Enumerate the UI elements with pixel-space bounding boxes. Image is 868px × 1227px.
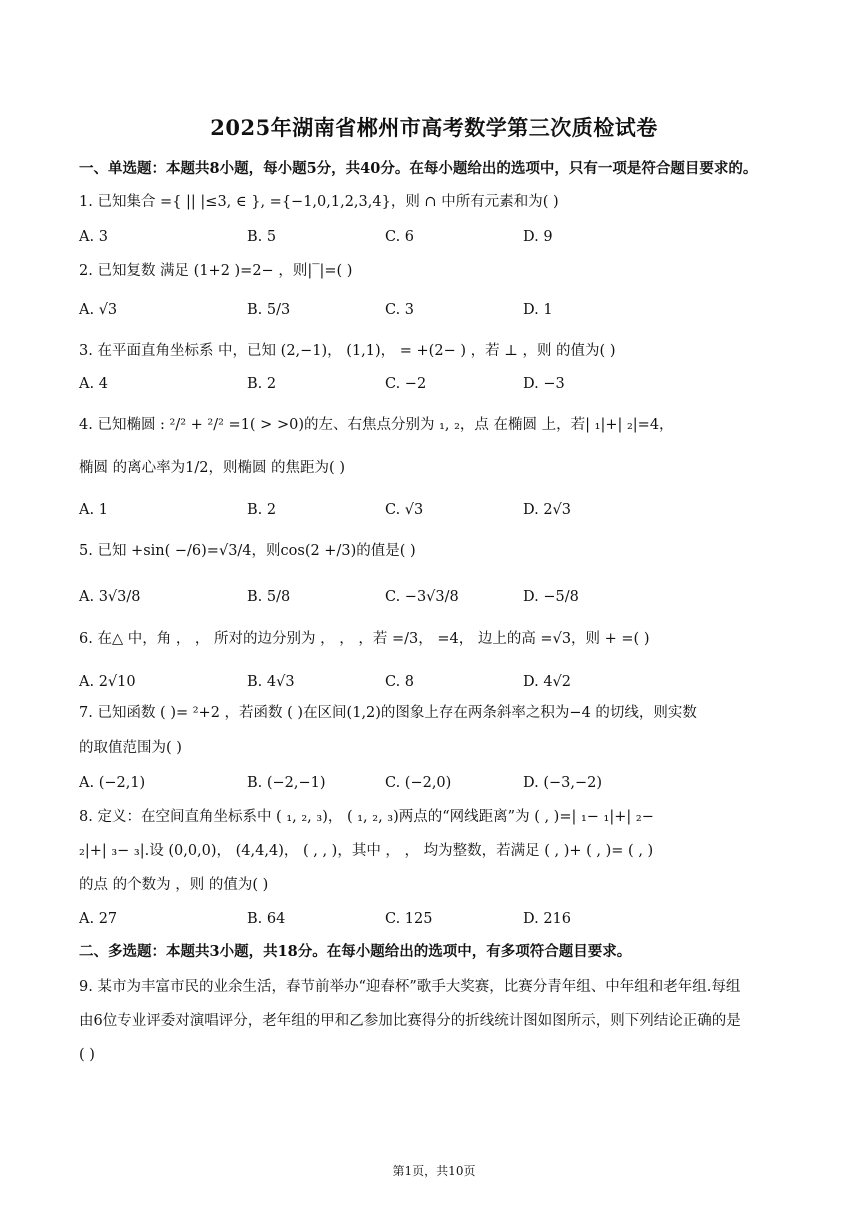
question-5-options bbox=[79, 587, 793, 611]
option-a: A. (−2,1) bbox=[79, 775, 146, 791]
question-8-stem-line-3: 的点 的个数为 ，则 的值为( ) bbox=[79, 877, 269, 893]
option-d: D. 216 bbox=[523, 911, 572, 927]
question-8-stem-line-1: 8. 定义：在空间直角坐标系中 ( ₁, ₂, ₃)， ( ₁, ₂, ₃)两点的“网线距离”为 ( , )=| ₁− ₁|+| ₂− bbox=[79, 809, 654, 825]
question-1-stem: 1. 已知集合 ={ || |≤3, ∈ }, ={−1,0,1,2,3,4}，则 ∩ 中所有元素和为( ) bbox=[79, 194, 559, 210]
option-c: C. (−2,0) bbox=[385, 775, 452, 791]
section-2-heading: 二、多选题：本题共3小题，共18分。在每小题给出的选项中，有多项符合题目要求。 bbox=[79, 943, 632, 960]
option-b: B. 5 bbox=[247, 229, 277, 245]
question-8-options bbox=[79, 909, 793, 933]
option-d: D. 2√3 bbox=[523, 502, 572, 518]
question-7-stem-line-2: 的取值范围为( ) bbox=[79, 740, 182, 756]
option-b: B. (−2,−1) bbox=[247, 775, 326, 791]
option-b: B. 4√3 bbox=[247, 674, 295, 690]
question-9-stem-line-1: 9. 某市为丰富市民的业余生活，春节前举办“迎春杯”歌手大奖赛，比赛分青年组、中年组和老年组.每组 bbox=[79, 979, 741, 995]
option-c: C. −3√3/8 bbox=[385, 589, 459, 605]
option-d: D. −3 bbox=[523, 376, 565, 392]
question-3-options bbox=[79, 374, 793, 398]
question-8-stem-line-2: ₂|+| ₃− ₃|.设 (0,0,0)， (4,4,4)， ( , , )，其中 ， ， 均为整数，若满足 ( , )+ ( , )= ( , ) bbox=[79, 843, 654, 859]
option-d: D. (−3,−2) bbox=[523, 775, 602, 791]
question-3-stem: 3. 在平面直角坐标系 中，已知 (2,−1)， (1,1)， = +(2− ) ，若 ⊥ ，则 的值为( ) bbox=[79, 343, 616, 359]
question-2-options bbox=[79, 300, 793, 324]
option-a: A. 1 bbox=[79, 502, 108, 518]
question-6-options bbox=[79, 672, 793, 696]
option-a: A. 3 bbox=[79, 229, 108, 245]
option-c: C. 6 bbox=[385, 229, 415, 245]
section-1-heading: 一、单选题：本题共8小题，每小题5分，共40分。在每小题给出的选项中，只有一项是符合题目要求的。 bbox=[79, 160, 758, 177]
question-1-options bbox=[79, 227, 793, 251]
option-c: C. −2 bbox=[385, 376, 427, 392]
option-b: B. 5/8 bbox=[247, 589, 291, 605]
page-title: 2025年湖南省郴州市高考数学第三次质检试卷 bbox=[210, 115, 658, 140]
option-c: C. √3 bbox=[385, 502, 424, 518]
question-6-stem: 6. 在△ 中，角 ， ， 所对的边分别为 ， ， ，若 =/3， =4， 边上的高 =√3，则 + =( ) bbox=[79, 631, 650, 647]
option-a: A. 27 bbox=[79, 911, 118, 927]
option-b: B. 2 bbox=[247, 376, 277, 392]
question-9-stem-line-3: ( ) bbox=[79, 1047, 95, 1063]
question-2-stem: 2. 已知复数 满足 (1+2 )=2− ，则|‾|=( ) bbox=[79, 263, 353, 279]
option-a: A. 3√3/8 bbox=[79, 589, 141, 605]
question-4-stem-line-2: 椭圆 的离心率为1/2，则椭圆 的焦距为( ) bbox=[79, 460, 345, 476]
question-9-stem-line-2: 由6位专业评委对演唱评分，老年组的甲和乙参加比赛得分的折线统计图如图所示，则下列结论正确的是 bbox=[79, 1013, 741, 1029]
question-5-stem: 5. 已知 +sin( −/6)=√3/4，则cos(2 +/3)的值是( ) bbox=[79, 543, 416, 559]
question-4-options bbox=[79, 500, 793, 524]
option-d: D. 9 bbox=[523, 229, 553, 245]
option-d: D. 4√2 bbox=[523, 674, 572, 690]
option-a: A. 2√10 bbox=[79, 674, 136, 690]
option-b: B. 5/3 bbox=[247, 302, 291, 318]
option-a: A. 4 bbox=[79, 376, 108, 392]
question-7-options bbox=[79, 773, 793, 797]
option-d: D. 1 bbox=[523, 302, 553, 318]
question-7-stem-line-1: 7. 已知函数 ( )= ²+2 ，若函数 ( )在区间(1,2)的图象上存在两条斜率之积为−4 的切线，则实数 bbox=[79, 705, 697, 721]
option-b: B. 2 bbox=[247, 502, 277, 518]
option-c: C. 8 bbox=[385, 674, 415, 690]
option-d: D. −5/8 bbox=[523, 589, 579, 605]
question-4-stem-line-1: 4. 已知椭圆 : ²/² + ²/² =1( > >0)的左、右焦点分别为 ₁, ₂，点 在椭圆 上，若| ₁|+| ₂|=4， bbox=[79, 417, 674, 433]
option-c: C. 3 bbox=[385, 302, 415, 318]
option-a: A. √3 bbox=[79, 302, 118, 318]
option-c: C. 125 bbox=[385, 911, 433, 927]
option-b: B. 64 bbox=[247, 911, 286, 927]
page-footer: 第1页，共10页 bbox=[392, 1164, 476, 1178]
